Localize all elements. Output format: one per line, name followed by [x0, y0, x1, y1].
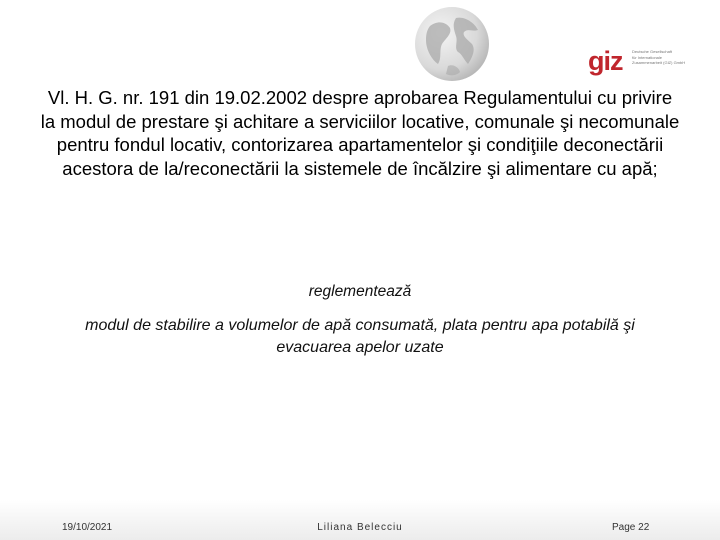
giz-logo	[588, 46, 698, 76]
footer-date: 19/10/2021	[62, 522, 113, 533]
slide-title: Vl. H. G. nr. 191 din 19.02.2002 despre aprobarea Regulamentului cu privire la modul de prestare şi achitare a serviciilor locative, comunale şi necomunale pentru fondul locativ, contorizarea apartamentelor şi condiţiile deconectării acestora de la/reconectării la sistemele de încălzire şi alimentare cu apă;	[40, 87, 680, 179]
logo-text: Deutsche Gesellschaft für Internationale Zusammenarbeit (GIZ) GmbH	[632, 49, 686, 65]
footer-author: Liliana Belecciu	[317, 522, 403, 533]
globe-icon	[412, 4, 492, 84]
footer-bar	[0, 500, 720, 540]
slide-subtitle: reglementează	[308, 283, 412, 300]
slide-body: modul de stabilire a volumelor de apă consumată, plata pentru apa potabilă şi evacuarea apelor uzate	[85, 317, 635, 356]
logo-mark: giz	[588, 46, 623, 76]
footer-page-number: Page 22	[612, 522, 650, 533]
